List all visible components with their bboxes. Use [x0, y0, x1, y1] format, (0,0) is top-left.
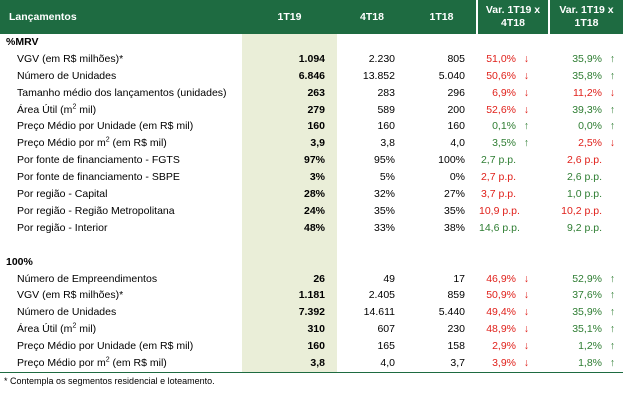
table-row — [0, 135, 623, 152]
value-1t19: 6.846 — [242, 68, 337, 85]
col-header-var-1t18-line1: Var. 1T19 x — [559, 4, 614, 16]
value-1t19: 3,8 — [242, 355, 337, 372]
variation-value: 10,9 p.p. — [479, 204, 520, 217]
row-label-part: mil) — [76, 323, 97, 336]
variation-value: 11,2% — [573, 86, 602, 99]
variation-value: 2,7 p.p. — [480, 154, 516, 167]
value-4t18: 160 — [377, 120, 395, 133]
row-label — [0, 102, 242, 119]
table-row — [0, 203, 623, 220]
value-1t18: 38% — [443, 221, 465, 234]
col-header-1t19: 1T19 — [242, 0, 337, 34]
superscript: 2 — [72, 103, 77, 110]
row-label — [0, 321, 242, 338]
spacer-cell — [407, 237, 477, 254]
spacer-cell — [337, 237, 407, 254]
variation-vs-1t18 — [549, 68, 623, 85]
section-blank-cell — [549, 34, 623, 51]
table-row — [0, 355, 623, 372]
value-4t18: 4,0 — [337, 355, 407, 372]
col-header-var-1t18 — [549, 0, 623, 34]
table-row — [0, 220, 623, 237]
value-4t18: 49 — [383, 272, 395, 285]
value-1t19: 7.392 — [242, 304, 337, 321]
variation-vs-4t18 — [477, 338, 549, 355]
variation-value: 1,8% — [578, 356, 602, 369]
row-label-part: mil) — [76, 103, 97, 116]
spacer-cell — [242, 237, 337, 254]
arrow-down-icon: ↓ — [523, 52, 529, 65]
variation-value: 10,2 p.p. — [561, 204, 602, 217]
superscript: 2 — [105, 356, 110, 364]
value-1t18: 5.440 — [438, 306, 465, 319]
row-label-part: (em R$ mil) — [109, 356, 167, 369]
variation-value: 1,2% — [578, 340, 602, 353]
row-label-part: (em R$ mil) — [109, 137, 167, 150]
variation-vs-1t18 — [549, 186, 623, 203]
footnote: * Contempla os segmentos residencial e loteamento. — [4, 376, 215, 386]
row-label-part: Área Útil (m — [17, 323, 73, 336]
variation-vs-4t18 — [477, 203, 549, 220]
variation-value: 35,8% — [572, 69, 602, 82]
variation-vs-1t18 — [549, 321, 623, 338]
value-1t18: 158 — [447, 340, 465, 353]
section-title: %MRV — [6, 35, 39, 48]
table-row — [0, 85, 623, 102]
variation-value: 50,9% — [486, 289, 516, 302]
variation-value: 52,6% — [486, 103, 516, 116]
value-1t19: 48% — [242, 220, 337, 237]
variation-value: 9,2 p.p. — [566, 221, 602, 234]
arrow-down-icon: ↓ — [523, 356, 529, 369]
value-4t18: 2.405 — [368, 289, 395, 302]
section-blank-cell — [549, 254, 623, 271]
row-label — [0, 355, 242, 372]
row-label: Por região - Região Metropolitana — [17, 204, 175, 217]
variation-value: 39,3% — [572, 103, 602, 116]
section-blank-cell — [477, 34, 549, 51]
arrow-down-icon: ↓ — [523, 103, 529, 116]
value-1t19: 263 — [242, 85, 337, 102]
superscript: 2 — [105, 136, 110, 144]
variation-vs-1t18 — [549, 355, 623, 372]
value-4t18: 33% — [373, 221, 395, 234]
arrow-up-icon: ↑ — [609, 323, 615, 336]
arrow-up-icon: ↑ — [609, 340, 615, 353]
row-label — [0, 135, 242, 152]
value-1t18: 230 — [447, 323, 465, 336]
value-4t18: 14.611 — [363, 306, 395, 319]
table-row — [0, 102, 623, 119]
arrow-up-icon: ↑ — [609, 272, 615, 285]
arrow-down-icon: ↓ — [609, 86, 615, 99]
variation-vs-4t18 — [477, 271, 549, 288]
variation-value: 48,9% — [486, 323, 516, 336]
table-row — [0, 51, 623, 68]
col-header-var-4t18-line1: Var. 1T19 x — [485, 4, 541, 16]
table-row — [0, 271, 623, 288]
value-1t19: 279 — [242, 102, 337, 119]
variation-vs-4t18 — [477, 220, 549, 237]
variation-vs-4t18 — [477, 51, 549, 68]
row-label: Número de Empreendimentos — [17, 272, 158, 285]
section-blank-cell — [477, 254, 549, 271]
variation-vs-1t18 — [549, 85, 623, 102]
value-1t19: 24% — [242, 203, 337, 220]
variation-value: 0,0% — [578, 120, 602, 133]
value-1t19: 3% — [242, 169, 337, 186]
value-1t19: 160 — [242, 338, 337, 355]
arrow-up-icon: ↑ — [609, 52, 615, 65]
variation-vs-1t18 — [549, 102, 623, 119]
variation-value: 2,6 p.p. — [566, 154, 602, 167]
section-header-row — [0, 254, 623, 271]
col-header-4t18: 4T18 — [337, 0, 407, 34]
superscript: 2 — [72, 322, 77, 330]
row-label: Tamanho médio dos lançamentos (unidades) — [17, 86, 227, 99]
value-1t19: 26 — [242, 271, 337, 288]
arrow-down-icon: ↓ — [523, 340, 529, 353]
value-1t18: 859 — [447, 289, 465, 302]
table-row — [0, 169, 623, 186]
value-1t18: 5.040 — [438, 69, 465, 82]
variation-value: 35,9% — [572, 52, 602, 65]
row-label: Número de Unidades — [17, 69, 117, 82]
arrow-down-icon: ↓ — [523, 289, 529, 302]
variation-value: 51,0% — [486, 52, 516, 65]
table-title: Lançamentos — [0, 0, 242, 34]
section-blank-cell — [242, 254, 337, 271]
section-blank-cell — [407, 254, 477, 271]
variation-vs-4t18 — [477, 85, 549, 102]
value-1t19: 3,9 — [242, 135, 337, 152]
value-1t18: 17 — [453, 272, 465, 285]
value-4t18: 3,8 — [380, 137, 395, 150]
variation-value: 2,5% — [578, 137, 602, 150]
variation-value: 3,7 p.p. — [480, 187, 516, 200]
table-row — [0, 68, 623, 85]
value-1t18: 35% — [443, 204, 465, 217]
variation-vs-4t18 — [477, 152, 549, 169]
arrow-down-icon: ↓ — [523, 272, 529, 285]
row-label-part: Preço Médio por m — [17, 137, 106, 150]
arrow-up-icon: ↑ — [609, 356, 615, 369]
value-1t19: 97% — [242, 152, 337, 169]
spacer-cell — [0, 237, 242, 254]
variation-value: 49,4% — [486, 306, 516, 319]
header-row — [0, 0, 623, 34]
variation-vs-1t18 — [549, 203, 623, 220]
variation-value: 2,6 p.p. — [566, 171, 602, 184]
arrow-up-icon: ↑ — [609, 69, 615, 82]
table-row — [0, 338, 623, 355]
variation-vs-4t18 — [477, 135, 549, 152]
arrow-down-icon: ↓ — [523, 86, 529, 99]
value-4t18: 283 — [377, 86, 395, 99]
row-label-part: Preço Médio por m — [17, 356, 106, 369]
value-1t19: 310 — [242, 321, 337, 338]
value-4t18: 35% — [373, 204, 395, 217]
row-label: Preço Médio por Unidade (em R$ mil) — [17, 340, 194, 353]
value-1t18: 27% — [443, 187, 465, 200]
variation-vs-4t18 — [477, 287, 549, 304]
section-blank-cell — [407, 34, 477, 51]
variation-vs-4t18 — [477, 118, 549, 135]
variation-vs-1t18 — [549, 51, 623, 68]
variation-vs-4t18 — [477, 355, 549, 372]
value-1t18: 805 — [447, 52, 465, 65]
variation-vs-1t18 — [549, 118, 623, 135]
value-1t18: 3,7 — [407, 355, 477, 372]
variation-value: 3,5% — [492, 137, 516, 150]
variation-value: 1,0 p.p. — [566, 187, 602, 200]
variation-value: 0,1% — [492, 120, 516, 133]
variation-value: 2,7 p.p. — [480, 171, 516, 184]
arrow-up-icon: ↑ — [523, 120, 529, 133]
variation-value: 3,9% — [492, 356, 516, 369]
table-row — [0, 321, 623, 338]
arrow-down-icon: ↓ — [523, 306, 529, 319]
value-1t18: 296 — [447, 86, 465, 99]
row-label: Por fonte de financiamento - SBPE — [17, 171, 180, 184]
arrow-down-icon: ↓ — [523, 323, 529, 336]
spacer-row — [0, 237, 623, 254]
table-row — [0, 152, 623, 169]
variation-vs-1t18 — [549, 287, 623, 304]
value-1t18: 160 — [447, 120, 465, 133]
section-title: 100% — [6, 255, 33, 268]
value-4t18: 32% — [373, 187, 395, 200]
section-blank-cell — [242, 34, 337, 51]
row-label: Número de Unidades — [17, 306, 117, 319]
section-header-row — [0, 34, 623, 51]
variation-value: 2,9% — [492, 340, 516, 353]
variation-value: 6,9% — [492, 86, 516, 99]
variation-value: 37,6% — [572, 289, 602, 302]
value-1t19: 28% — [242, 186, 337, 203]
variation-value: 52,9% — [572, 272, 602, 285]
variation-vs-1t18 — [549, 220, 623, 237]
row-label-part: Área Útil (m — [17, 103, 73, 116]
variation-vs-1t18 — [549, 135, 623, 152]
variation-value: 46,9% — [486, 272, 516, 285]
table-row — [0, 304, 623, 321]
row-label: VGV (em R$ milhões)* — [17, 289, 124, 302]
value-4t18: 95% — [373, 154, 395, 167]
section-blank-cell — [337, 254, 407, 271]
col-header-1t18: 1T18 — [407, 0, 477, 34]
value-1t19: 1.181 — [242, 287, 337, 304]
spacer-cell — [477, 237, 549, 254]
value-1t18: 4,0 — [450, 137, 465, 150]
arrow-down-icon: ↓ — [609, 137, 615, 150]
row-label: Por região - Interior — [17, 221, 108, 234]
value-1t19: 160 — [242, 118, 337, 135]
col-header-var-4t18-line2: 4T18 — [501, 17, 525, 29]
value-4t18: 607 — [377, 323, 395, 336]
value-4t18: 5% — [379, 171, 395, 184]
variation-vs-1t18 — [549, 338, 623, 355]
variation-vs-1t18 — [549, 271, 623, 288]
value-4t18: 2.230 — [368, 52, 395, 65]
variation-vs-1t18 — [549, 304, 623, 321]
table-row — [0, 118, 623, 135]
variation-value: 14,6 p.p. — [479, 221, 520, 234]
arrow-up-icon: ↑ — [609, 103, 615, 116]
row-label: Por região - Capital — [17, 187, 108, 200]
arrow-up-icon: ↑ — [609, 120, 615, 133]
variation-value: 35,9% — [572, 306, 602, 319]
variation-vs-4t18 — [477, 304, 549, 321]
arrow-up-icon: ↑ — [609, 306, 615, 319]
value-4t18: 13.852 — [362, 69, 395, 82]
variation-vs-4t18 — [477, 102, 549, 119]
variation-value: 35,1% — [572, 323, 602, 336]
variation-vs-1t18 — [549, 169, 623, 186]
row-label: VGV (em R$ milhões)* — [17, 52, 124, 65]
variation-vs-4t18 — [477, 321, 549, 338]
arrow-down-icon: ↓ — [523, 69, 529, 82]
arrow-up-icon: ↑ — [609, 289, 615, 302]
table-row — [0, 186, 623, 203]
row-label: Por fonte de financiamento - FGTS — [17, 154, 180, 167]
variation-vs-4t18 — [477, 186, 549, 203]
variation-vs-1t18 — [549, 152, 623, 169]
variation-vs-4t18 — [477, 68, 549, 85]
value-4t18: 589 — [377, 103, 395, 116]
variation-value: 50,6% — [486, 69, 516, 82]
table-row — [0, 287, 623, 304]
variation-vs-4t18 — [477, 169, 549, 186]
col-header-var-1t18-line2: 1T18 — [574, 17, 599, 29]
value-1t18: 0% — [449, 171, 465, 184]
spacer-cell — [549, 237, 623, 254]
value-1t19: 1.094 — [242, 51, 337, 68]
col-header-var-4t18 — [477, 0, 549, 34]
section-blank-cell — [337, 34, 407, 51]
value-1t18: 100% — [438, 154, 465, 167]
arrow-up-icon: ↑ — [523, 137, 529, 150]
value-4t18: 165 — [377, 340, 395, 353]
row-label: Preço Médio por Unidade (em R$ mil) — [17, 120, 194, 133]
value-1t18: 200 — [447, 103, 465, 116]
